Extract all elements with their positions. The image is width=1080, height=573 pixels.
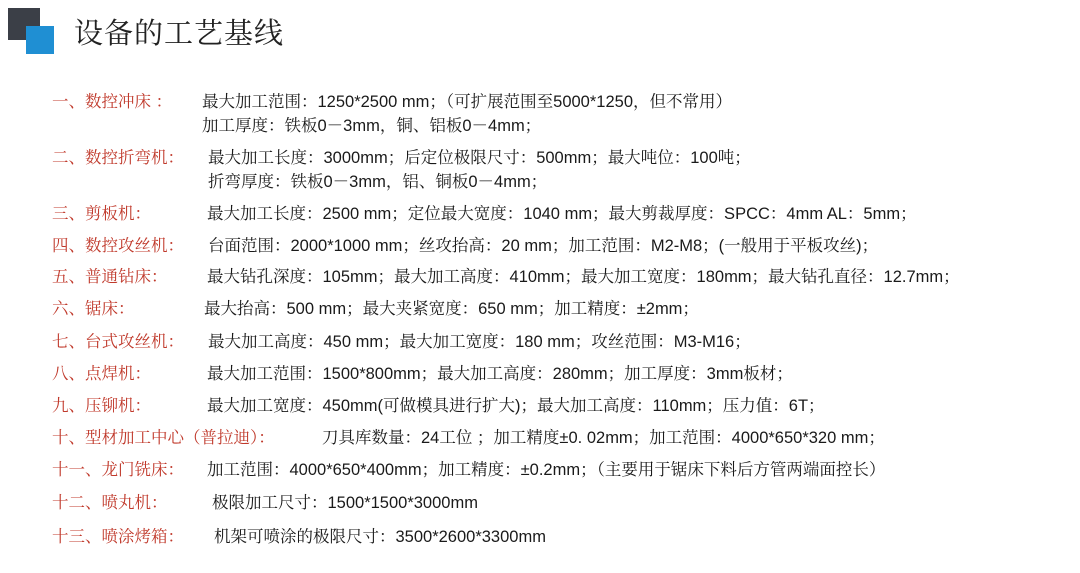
item-text: 最大加工范围：1500*800mm；最大加工高度：280mm；加工厚度：3mm板材； bbox=[207, 365, 793, 383]
list-item bbox=[52, 458, 885, 482]
item-label: 十、型材加工中心（普拉迪）： bbox=[52, 429, 275, 447]
item-text: 加工范围：4000*650*400mm；加工精度：±0.2mm；（主要用于锯床下料后方管两端面控长） bbox=[207, 461, 886, 479]
list-item bbox=[52, 491, 478, 515]
item-label: 十二、喷丸机： bbox=[52, 494, 168, 512]
item-text: 最大钻孔深度：105mm；最大加工高度：410mm；最大加工宽度：180mm；最大钻孔直径：12.7mm； bbox=[207, 268, 960, 286]
item-label: 十三、喷涂烤箱： bbox=[52, 528, 184, 546]
item-label: 七、台式攻丝机： bbox=[52, 333, 184, 351]
page-title: 设备的工艺基线 bbox=[74, 18, 285, 50]
item-label: 十一、龙门铣床： bbox=[52, 461, 184, 479]
list-item bbox=[52, 330, 751, 354]
item-text: 最大加工范围：1250*2500 mm；（可扩展范围至5000*1250，但不常用） bbox=[202, 93, 732, 111]
item-label: 六、锯床： bbox=[52, 300, 135, 318]
list-item bbox=[52, 202, 917, 226]
item-text: 刀具库数量：24工位 ；加工精度±0. 02mm；加工范围：4000*650*320 mm； bbox=[322, 429, 885, 447]
list-item bbox=[52, 394, 825, 418]
item-label: 八、点焊机： bbox=[52, 365, 151, 383]
item-label: 二、数控折弯机： bbox=[52, 149, 184, 167]
list-item bbox=[52, 234, 878, 258]
logo bbox=[8, 8, 56, 56]
item-text: 最大加工长度：3000mm；后定位极限尺寸：500mm；最大吨位：100吨； bbox=[208, 149, 751, 167]
list-item bbox=[52, 90, 732, 135]
item-text: 最大加工宽度：450mm(可做模具进行扩大)；最大加工高度：110mm；压力值：6T； bbox=[207, 397, 825, 415]
list-item bbox=[52, 265, 960, 289]
list-item bbox=[52, 362, 793, 386]
item-label: 五、普通钻床： bbox=[52, 268, 168, 286]
item-text: 最大加工长度：2500 mm；定位最大宽度：1040 mm；最大剪裁厚度：SPCC：4mm AL：5mm； bbox=[207, 205, 917, 223]
item-label: 四、数控攻丝机： bbox=[52, 237, 184, 255]
list-item bbox=[52, 297, 699, 321]
logo-blue-square bbox=[26, 26, 54, 54]
item-label: 九、压铆机： bbox=[52, 397, 151, 415]
item-text: 台面范围：2000*1000 mm；丝攻抬高：20 mm；加工范围：M2-M8；(一般用于平板攻丝)； bbox=[208, 237, 879, 255]
item-text: 最大加工高度：450 mm；最大加工宽度：180 mm；攻丝范围：M3-M16； bbox=[208, 333, 751, 351]
list-item bbox=[52, 525, 546, 549]
item-subtext: 加工厚度：铁板0－3mm，铜、铝板0－4mm； bbox=[202, 117, 542, 135]
list-item bbox=[52, 146, 751, 191]
item-text: 最大抬高：500 mm；最大夹紧宽度：650 mm；加工精度：±2mm； bbox=[204, 300, 699, 318]
list-item bbox=[52, 426, 885, 450]
item-label: 一、数控冲床 ： bbox=[52, 93, 173, 111]
item-subtext: 折弯厚度：铁板0－3mm，铝、铜板0－4mm； bbox=[208, 173, 548, 191]
item-text: 机架可喷涂的极限尺寸：3500*2600*3300mm bbox=[214, 528, 546, 546]
item-label: 三、剪板机： bbox=[52, 205, 151, 223]
item-text: 极限加工尺寸：1500*1500*3000mm bbox=[212, 494, 478, 512]
